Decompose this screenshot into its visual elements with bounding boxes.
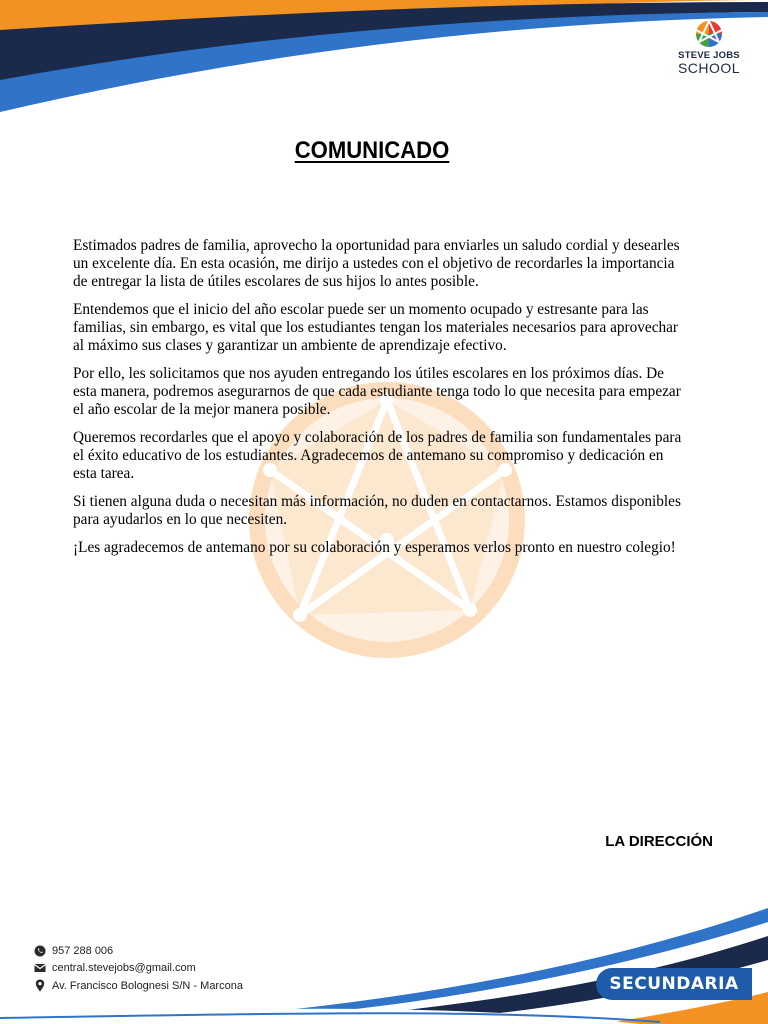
logo-text-bottom: SCHOOL — [677, 60, 741, 76]
contact-address — [33, 977, 243, 994]
email-address: central.stevejobs@gmail.com — [52, 962, 196, 974]
whatsapp-icon — [33, 944, 46, 957]
phone-number: 957 288 006 — [52, 944, 114, 957]
location-pin-icon — [33, 979, 46, 992]
paragraph: Por ello, les solicitamos que nos ayuden entregando los útiles escolares en los próximos días. De esta manera, podremos asegurarnos de que cada estudiante tenga todo lo que necesita para empezar el año escolar de la mejor manera posible. — [73, 365, 681, 418]
contact-email — [33, 960, 243, 977]
paragraph: Si tienen alguna duda o necesitan más información, no duden en contactarnos. Estamos disponibles para ayudarlos en lo que necesiten. — [73, 493, 681, 528]
mail-icon — [33, 962, 46, 975]
header-wave — [0, 0, 768, 112]
paragraph: Estimados padres de familia, aprovecho la oportunidad para enviarles un saludo cordial y desearles un excelente día. En esta ocasión, me dirijo a ustedes con el objetivo de recordarles la importancia de entregar la lista de útiles escolares de sus hijos lo antes posible. — [73, 237, 680, 290]
level-badge: SECUNDARIA — [596, 968, 752, 1000]
logo-text-top: STEVE JOBS — [678, 50, 740, 61]
paragraph: ¡Les agradecemos de antemano por su colaboración y esperamos verlos pronto en nuestro colegio! — [73, 539, 676, 556]
contact-phone — [33, 942, 243, 959]
globe-logo-icon — [693, 20, 725, 48]
paragraph: Queremos recordarles que el apoyo y colaboración de los padres de familia son fundamentales para el éxito educativo de los estudiantes. Agradecemos de antemano su compromiso y dedicación en esta tarea. — [73, 429, 682, 482]
contact-info — [33, 942, 243, 995]
document-title: COMUNICADO — [294, 137, 450, 164]
street-address: Av. Francisco Bolognesi S/N - Marcona — [52, 979, 243, 992]
letter-body — [73, 237, 689, 567]
school-logo — [668, 20, 750, 90]
paragraph: Entendemos que el inicio del año escolar puede ser un momento ocupado y estresante para las familias, sin embargo, es vital que los estudiantes tengan los materiales necesarios para aprovechar al máximo sus clases y garantizar un ambiente de aprendizaje efectivo. — [73, 301, 679, 354]
signature: LA DIRECCIÓN — [605, 833, 713, 850]
